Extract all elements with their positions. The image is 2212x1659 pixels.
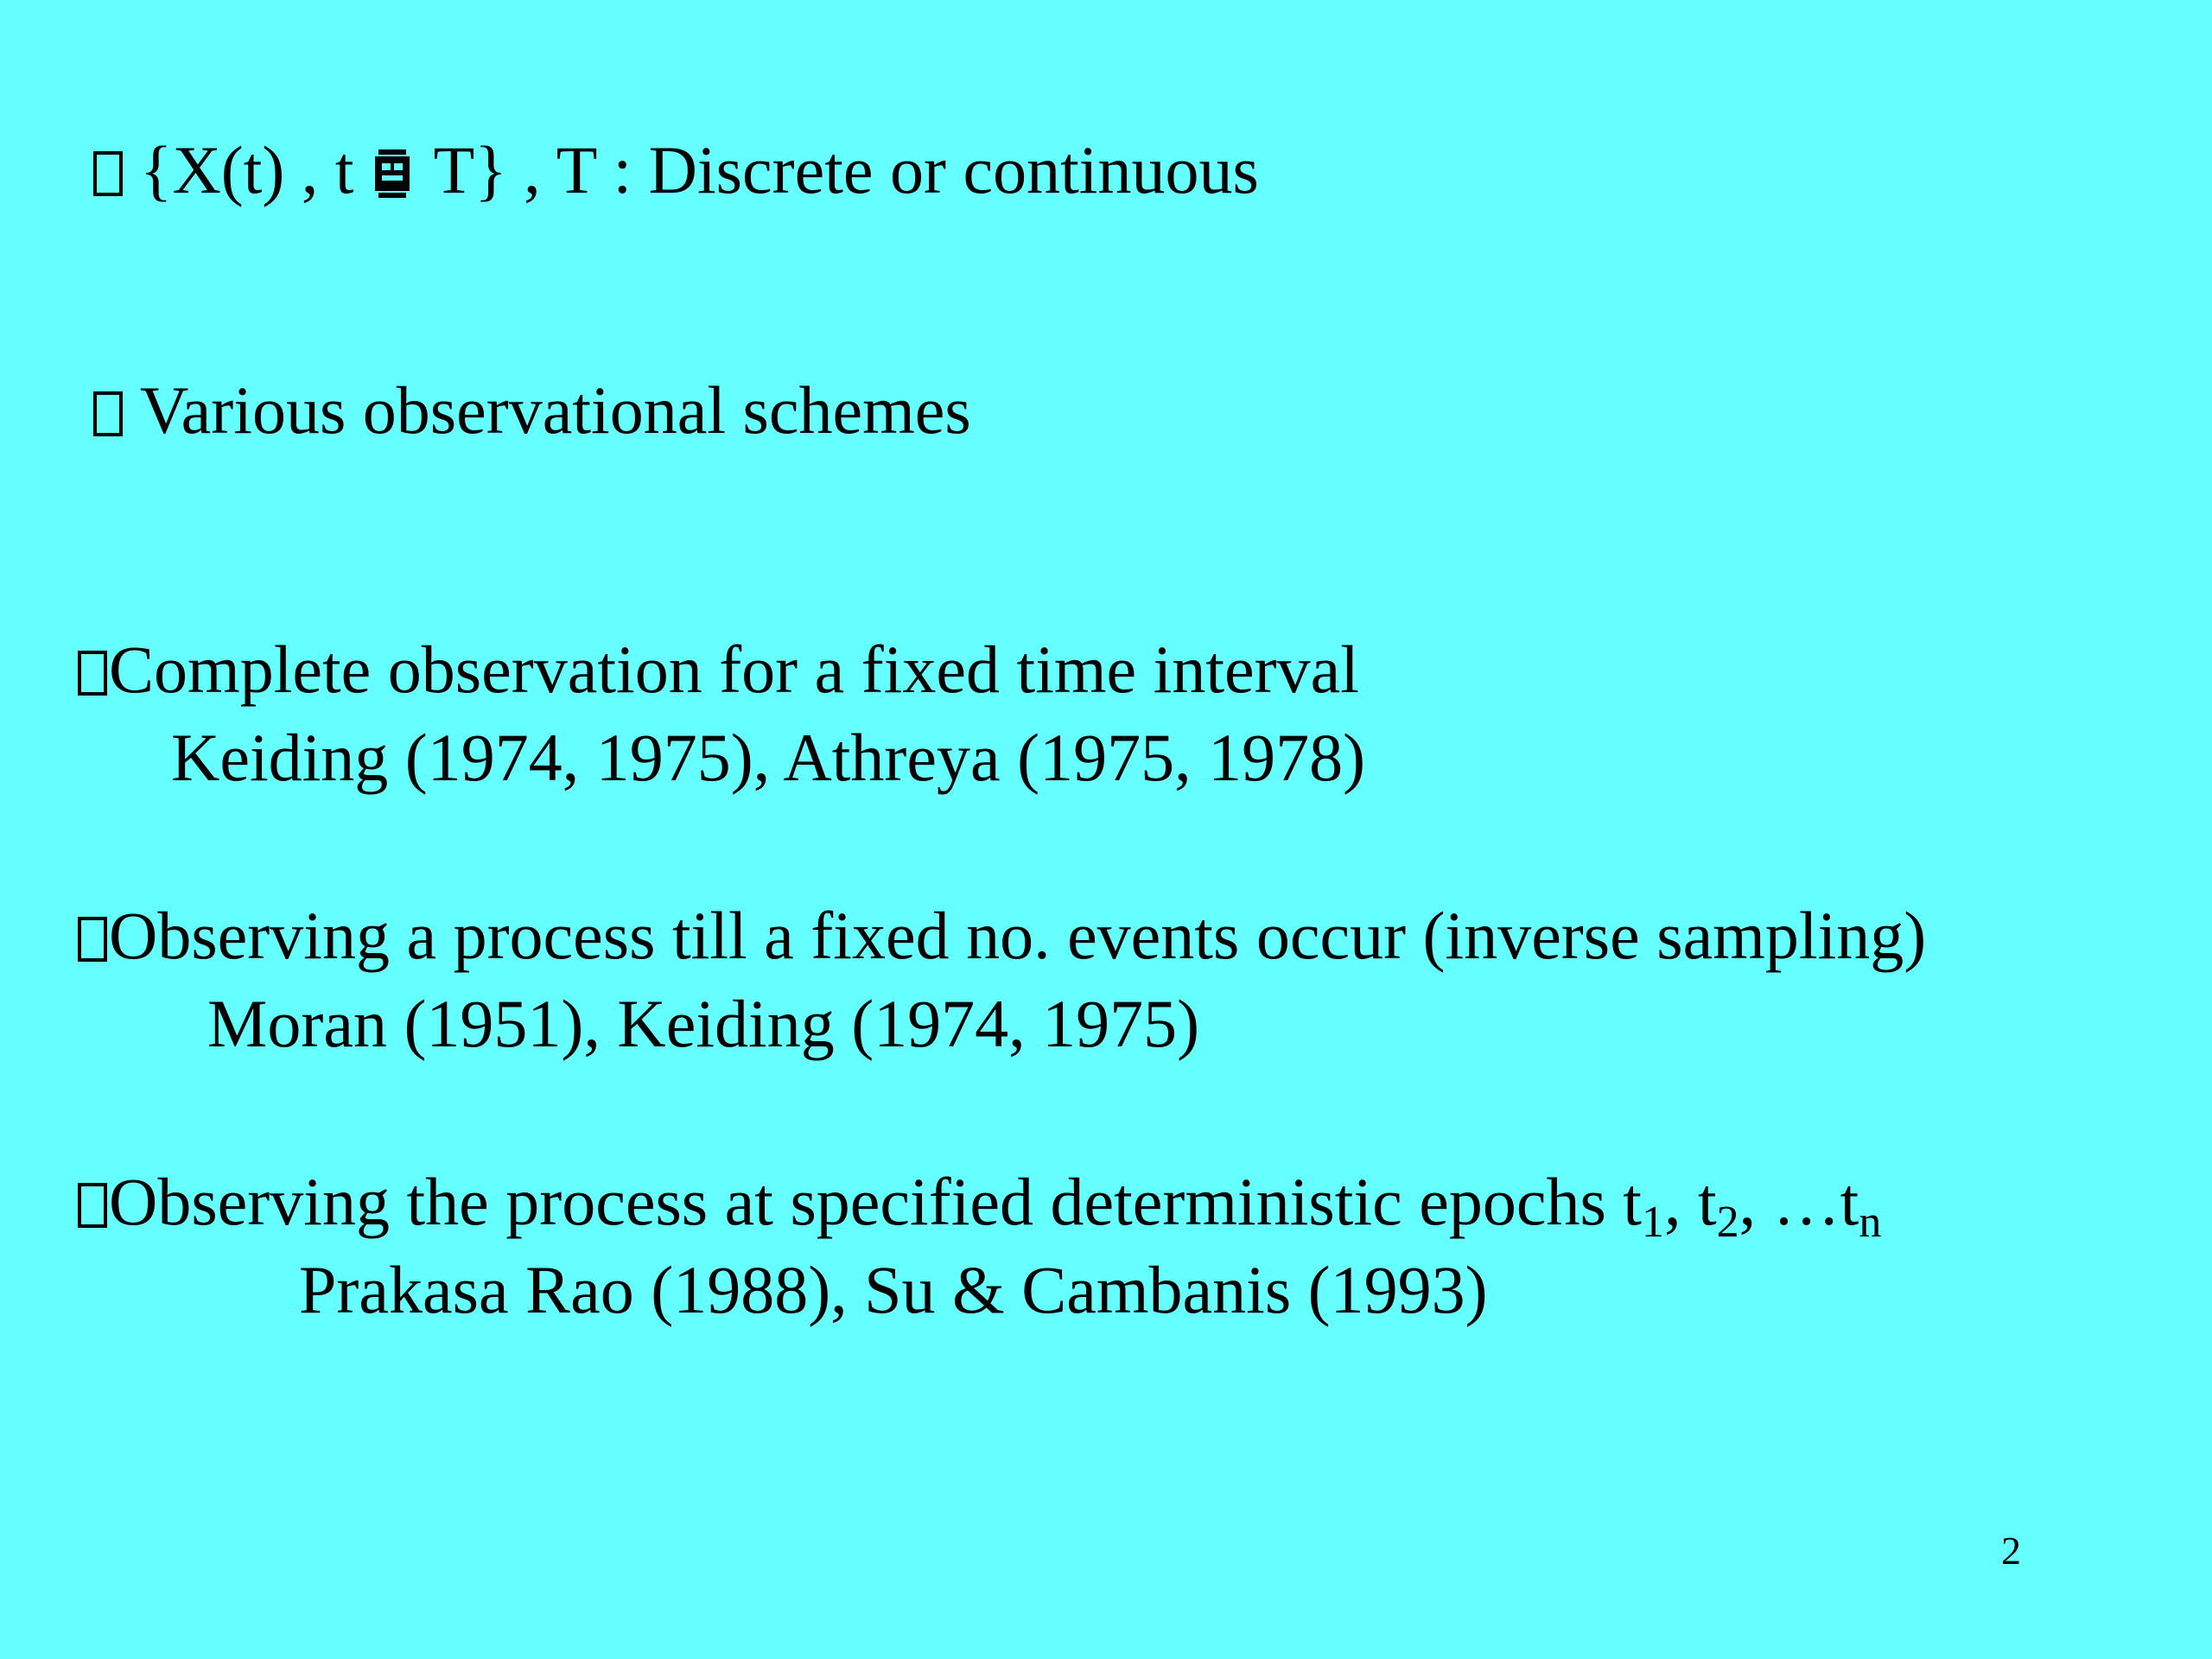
scheme3-title	[78, 1164, 1882, 1247]
bullet-box-icon	[78, 651, 107, 696]
scheme3-sep2: , …t	[1738, 1164, 1859, 1239]
bullet-box-icon	[93, 391, 123, 436]
scheme1-title	[78, 632, 1359, 707]
process-text-b: T} , T : Discrete or continuous	[433, 132, 1259, 207]
scheme3-title-text: Observing the process at specified deterministic epochs t	[109, 1164, 1642, 1239]
scheme3-refs-text: Prakasa Rao (1988), Su & Cambanis (1993)	[299, 1252, 1488, 1327]
line-schemes-heading	[93, 372, 971, 448]
subscript-1: 1	[1641, 1198, 1664, 1247]
subscript-n: n	[1859, 1198, 1882, 1247]
scheme1-title-text: Complete observation for a fixed time interval	[109, 632, 1359, 707]
scheme1-refs-text: Keiding (1974, 1975), Athreya (1975, 1978)	[171, 720, 1366, 795]
page-number: 2	[2001, 1529, 2021, 1573]
scheme3-sep1: , t	[1663, 1164, 1717, 1239]
bullet-box-icon	[78, 917, 107, 962]
scheme2-refs-text: Moran (1951), Keiding (1974, 1975)	[207, 986, 1200, 1061]
subscript-2: 2	[1716, 1198, 1739, 1247]
scheme2-title-text: Observing a process till a fixed no. events occur (inverse sampling)	[109, 898, 1927, 973]
element-of-icon	[370, 146, 415, 200]
bullet-box-icon	[78, 1183, 107, 1228]
line-process-definition	[93, 132, 1259, 207]
scheme3-refs	[299, 1252, 1488, 1327]
scheme2-title	[78, 898, 1927, 973]
scheme1-refs	[171, 720, 1366, 795]
bullet-box-icon	[93, 151, 123, 196]
schemes-heading-text: Various observational schemes	[140, 372, 971, 448]
process-text-a: {X(t) , t	[140, 132, 354, 207]
scheme2-refs	[207, 986, 1200, 1061]
